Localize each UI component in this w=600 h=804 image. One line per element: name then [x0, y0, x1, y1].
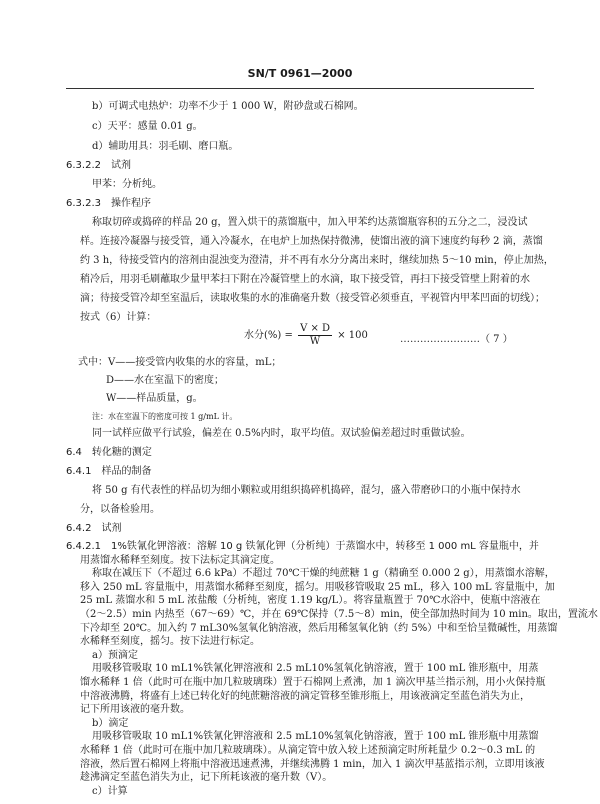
symbol-definition-w: W——样品质量，g。: [106, 393, 203, 404]
paragraph-line: 水稀释 1 倍（此时可在瓶中加几粒玻璃珠）。从滴定管中放入较上述预滴定时所耗量少 0.2～0.3 mL 的: [80, 745, 536, 756]
paragraph-line: 溶液，然后置石棉网上将瓶中溶液迅速煮沸，并继续沸腾 1 min，加入 1 滴次甲基蓝指示剂，立即用该液: [80, 759, 545, 770]
note-density: 注：水在室温下的密度可按 1 g/mL 计。: [92, 412, 238, 421]
paragraph-line: 馏水稀释 1 倍（此时可在瓶中加几粒玻璃珠）置于石棉网上煮沸，加 1 滴次甲基兰指示剂，用小火保持瓶: [80, 677, 546, 688]
symbol-definition-d: D——水在室温下的密度；: [106, 375, 225, 386]
item-b-hotplate: b）可调式电热炉：功率不少于 1 000 W，附砂盘或石棉网。: [92, 101, 364, 112]
formula-numerator: V × D: [300, 323, 331, 334]
paragraph-line: 滴；待接受管冷却至室温后，读取收集的水的准确毫升数（接受管必须垂直，平视管内甲苯凹面的切线）；: [80, 293, 545, 304]
section-6-3-2-2: 6.3.2.2 试剂: [66, 160, 131, 171]
paragraph-line: 用吸移管吸取 10 mL1%铁氰化钾溶液和 2.5 mL10%氢氧化钠溶液，置于 100 mL 锥形瓶中，用蒸: [92, 663, 539, 674]
paragraph-line: 用蒸馏水稀释至刻度。按下法标定其滴定度。: [80, 555, 280, 566]
paragraph-line: 趁沸滴定至蓝色消失为止，记下所耗该液的毫升数（V）。: [80, 772, 333, 783]
paragraph-line: （2～2.5）min 内热至（67～69）℃，并在 69℃保持（7.5～8）min，使全部加热时间为 10 min。取出，置流水: [80, 609, 598, 620]
reagent-toluene: 甲苯：分析纯。: [92, 179, 162, 190]
subsection-a-pretitration: a）预滴定: [92, 650, 138, 661]
paragraph-line: 记下所用该液的毫升数。: [80, 704, 190, 715]
item-d-tools: d）辅助用具：羽毛刷、磨口瓶。: [92, 141, 239, 152]
paragraph-line: 称取在减压下（不超过 6.6 kPa）不超过 70℃干燥的纯蔗糖 1 g（精确至 0.000 2 g），用蒸馏水溶解，: [92, 568, 555, 579]
paragraph-line: 约 3 h，待接受管内的溶剂由混浊变为澄清，并不再有水分分离出来时，继续加热 5～10 min，停止加热，: [80, 255, 554, 266]
header-rule: [66, 88, 534, 89]
paragraph-line: 将 50 g 有代表性的样品切为细小颗粒或用组织捣碎机捣碎，混匀，盛入带磨砂口的小瓶中保持水: [92, 485, 521, 496]
paragraph-line: 稍冷后，用羽毛刷蘸取少量甲苯扫下附在冷凝管壁上的水滴，取下接受管，再扫下接受管壁上附着的水: [80, 274, 530, 285]
paragraph-line: 水稀释至刻度，摇匀。按下法进行标定。: [80, 636, 260, 647]
section-6-4-2: 6.4.2 试剂: [66, 523, 122, 534]
parallel-test-line: 同一试样应做平行试验，偏差在 0.5%内时，取平均值。双试验偏差超过时重做试验。: [92, 428, 471, 439]
section-6-4-1: 6.4.1 样品的制备: [66, 466, 152, 477]
paragraph-line: 按式（6）计算：: [80, 312, 157, 323]
section-6-3-2-3: 6.3.2.3 操作程序: [66, 198, 151, 209]
paragraph-line: 样。连接冷凝器与接受管，通入冷凝水，在电炉上加热保持微沸，使馏出液的滴下速度约每秒 2 滴，蒸馏: [80, 236, 543, 247]
section-6-4-2-1: 6.4.2.1 1%铁氰化钾溶液：溶解 10 g 铁氰化钾（分析纯）于蒸馏水中，转移至 1 000 mL 容量瓶中，并: [66, 541, 539, 552]
moisture-formula: [244, 323, 368, 348]
subsection-c-calculation: c）计算: [92, 786, 128, 797]
formula-denominator: W: [309, 336, 321, 347]
paragraph-line: 25 mL 蒸馏水和 5 mL 浓盐酸（分析纯，密度 1.19 kg/L）。将容量瓶置于 70℃水浴中，使瓶中溶液在: [80, 595, 541, 606]
paragraph-line: 用吸移管吸取 10 mL1%铁氰化钾溶液和 2.5 mL10%氢氧化钠溶液，置于 100 mL 锥形瓶中用蒸馏: [92, 731, 539, 742]
subsection-b-titration: b）滴定: [92, 718, 129, 729]
paragraph-line: 下冷却至 20℃。加入约 7 mL30%氢氧化钠溶液，然后用稀氢氧化钠（约 5%）中和至恰呈微碱性，用蒸馏: [80, 623, 558, 634]
symbol-definition-v: 式中：V——接受管内收集的水的容量，mL；: [78, 357, 282, 368]
section-6-4: 6.4 转化糖的测定: [66, 447, 152, 458]
paragraph-line: 称取切碎或捣碎的样品 20 g，置入烘干的蒸馏瓶中，加入甲苯约达蒸馏瓶容积的五分之二，浸没试: [92, 217, 528, 228]
paragraph-line: 移入 250 mL 容量瓶中，用蒸馏水稀释至刻度，摇匀。用吸移管吸取 25 mL，移入 100 mL 容量瓶中，加: [80, 582, 555, 593]
formula-lhs: 水分(%) =: [244, 330, 293, 341]
page-header-code: SN/T 0961—2000: [247, 67, 353, 80]
paragraph-line: 中溶液沸腾，将盛有上述已转化好的纯蔗糖溶液的滴定管移至锥形瓶上，用该液滴定至蓝色消失为止，: [80, 691, 530, 702]
formula-fraction: [298, 323, 332, 348]
equation-number: ……………………（ 7 ）: [400, 334, 513, 345]
paragraph-line: 分，以备检验用。: [80, 504, 160, 515]
item-c-balance: c）天平：感量 0.01 g。: [92, 121, 203, 132]
formula-rhs: × 100: [337, 330, 368, 341]
